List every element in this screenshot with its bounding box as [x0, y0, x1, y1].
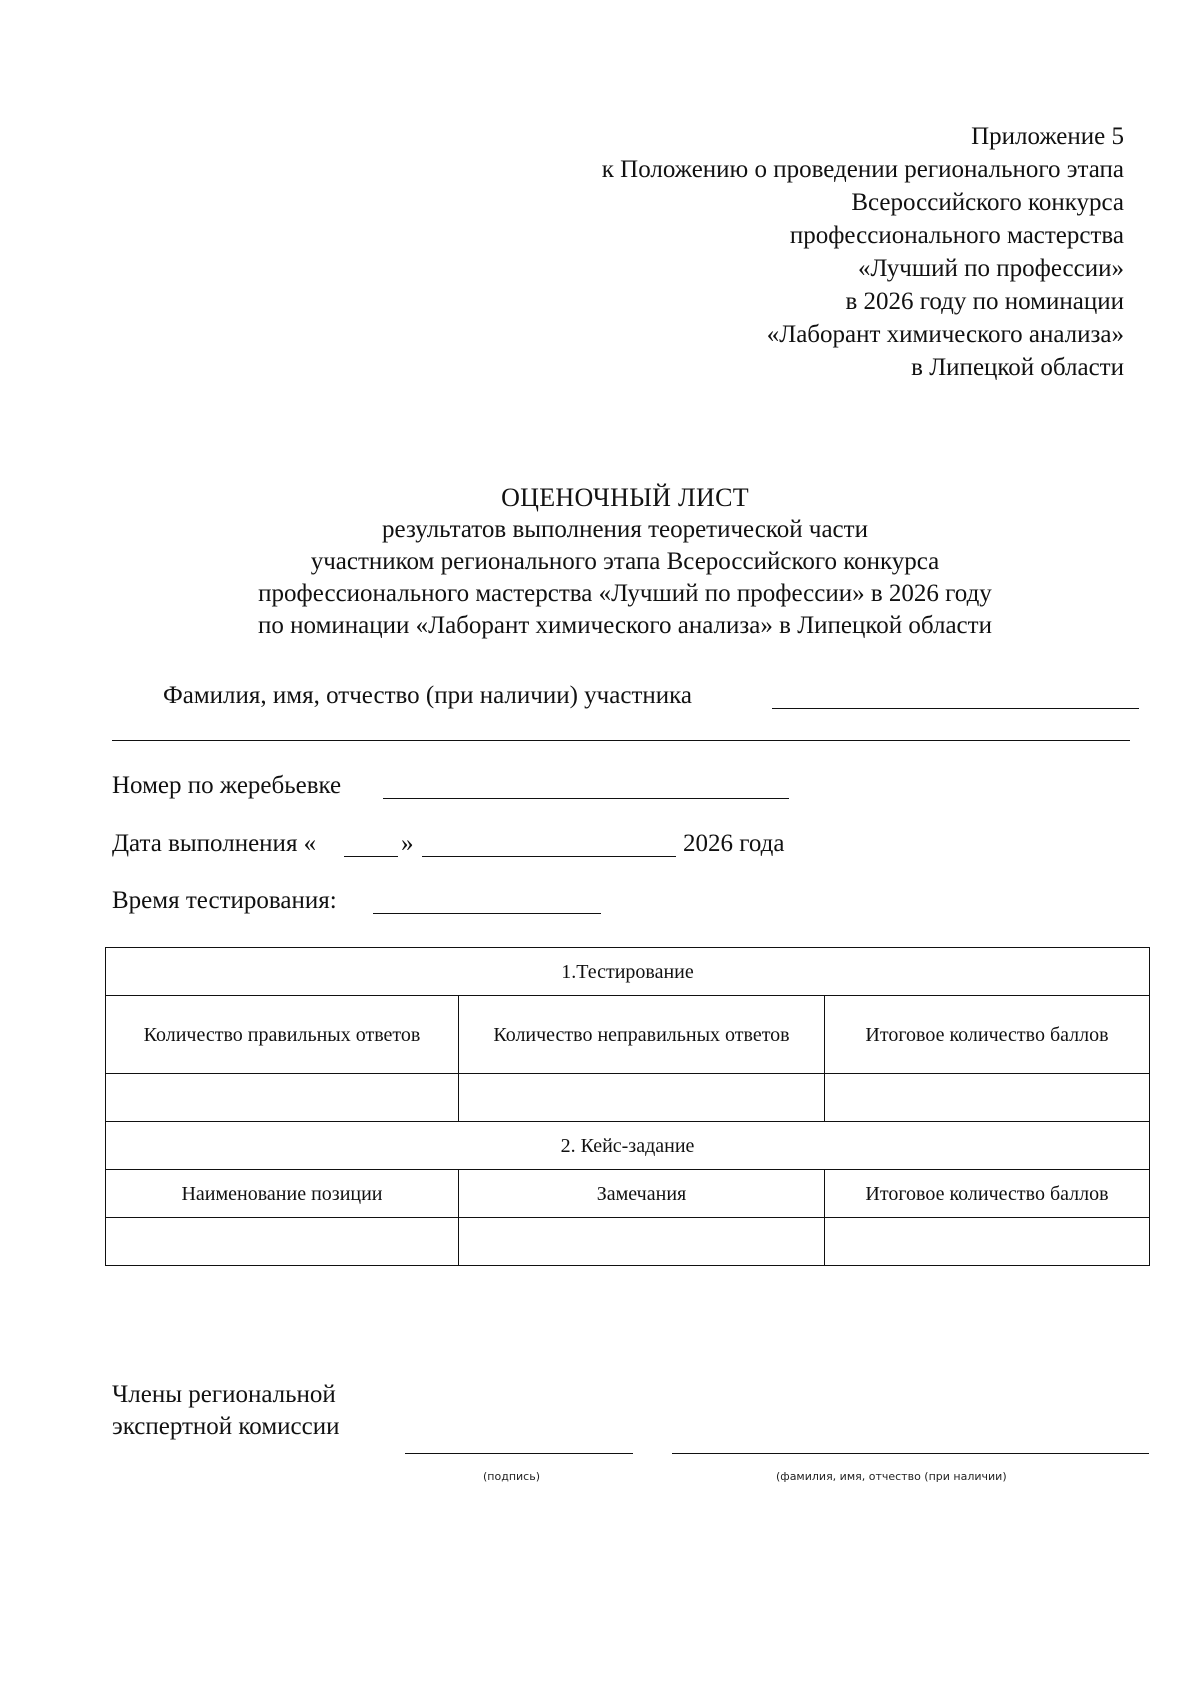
correct-answers-header: Количество правильных ответов [106, 996, 459, 1074]
draw-number-line-ext[interactable] [721, 798, 789, 799]
correct-answers-cell[interactable] [106, 1074, 459, 1122]
appendix-line: к Положению о проведении регионального этапа [601, 156, 1124, 183]
table-row [106, 1074, 1150, 1122]
draw-number-line[interactable] [383, 798, 721, 799]
participant-name-label: Фамилия, имя, отчество (при наличии) участника [163, 682, 692, 709]
title-line: по номинации «Лаборант химического анализа» в Липецкой области [258, 612, 992, 639]
commission-label-line2: экспертной комиссии [112, 1413, 340, 1440]
appendix-line: «Лаборант химического анализа» [766, 321, 1124, 348]
appendix-line: «Лучший по профессии» [857, 255, 1124, 282]
score-table [105, 947, 1150, 1266]
total-score-header: Итоговое количество баллов [825, 996, 1150, 1074]
document-title [0, 482, 1200, 642]
incorrect-answers-cell[interactable] [459, 1074, 825, 1122]
date-month-line[interactable] [422, 856, 676, 857]
case-total-score-cell[interactable] [825, 1218, 1150, 1266]
remarks-cell[interactable] [459, 1218, 825, 1266]
signature-caption: (подпись) [483, 1470, 540, 1483]
participant-name-line[interactable] [772, 708, 1139, 709]
title-line: результатов выполнения теоретической части [382, 516, 868, 543]
date-day-line[interactable] [344, 856, 398, 857]
appendix-line: Всероссийского конкурса [851, 189, 1124, 216]
case-total-score-header: Итоговое количество баллов [825, 1170, 1150, 1218]
appendix-line: Приложение 5 [971, 123, 1124, 150]
title-line: профессионального мастерства «Лучший по профессии» в 2026 году [258, 580, 992, 607]
full-name-line[interactable] [672, 1453, 1149, 1454]
title-main: ОЦЕНОЧНЫЙ ЛИСТ [501, 483, 749, 512]
date-quote-close: » [401, 830, 414, 857]
full-name-caption: (фамилия, имя, отчество (при наличии) [776, 1470, 1007, 1483]
position-name-header: Наименование позиции [106, 1170, 459, 1218]
participant-name-line-2[interactable] [112, 740, 1130, 741]
commission-label-line1: Члены региональной [112, 1381, 336, 1408]
date-year: 2026 года [683, 830, 785, 857]
appendix-line: в Липецкой области [911, 354, 1124, 381]
section-row [106, 948, 1150, 996]
table-row [106, 1218, 1150, 1266]
appendix-line: профессионального мастерства [789, 222, 1124, 249]
incorrect-answers-header: Количество неправильных ответов [459, 996, 825, 1074]
appendix-line: в 2026 году по номинации [845, 288, 1124, 315]
total-score-cell[interactable] [825, 1074, 1150, 1122]
header-row [106, 1170, 1150, 1218]
header-row [106, 996, 1150, 1074]
section-case-title: 2. Кейс-задание [106, 1122, 1150, 1170]
testing-time-line[interactable] [373, 913, 601, 914]
testing-time-label: Время тестирования: [112, 887, 337, 914]
draw-number-label: Номер по жеребьевке [112, 772, 342, 799]
title-line: участником регионального этапа Всероссийского конкурса [310, 548, 940, 575]
position-name-cell[interactable] [106, 1218, 459, 1266]
remarks-header: Замечания [459, 1170, 825, 1218]
date-label: Дата выполнения « [112, 830, 317, 857]
appendix-header [602, 120, 1124, 384]
section-row [106, 1122, 1150, 1170]
section-testing-title: 1.Тестирование [106, 948, 1150, 996]
signature-line[interactable] [405, 1453, 633, 1454]
